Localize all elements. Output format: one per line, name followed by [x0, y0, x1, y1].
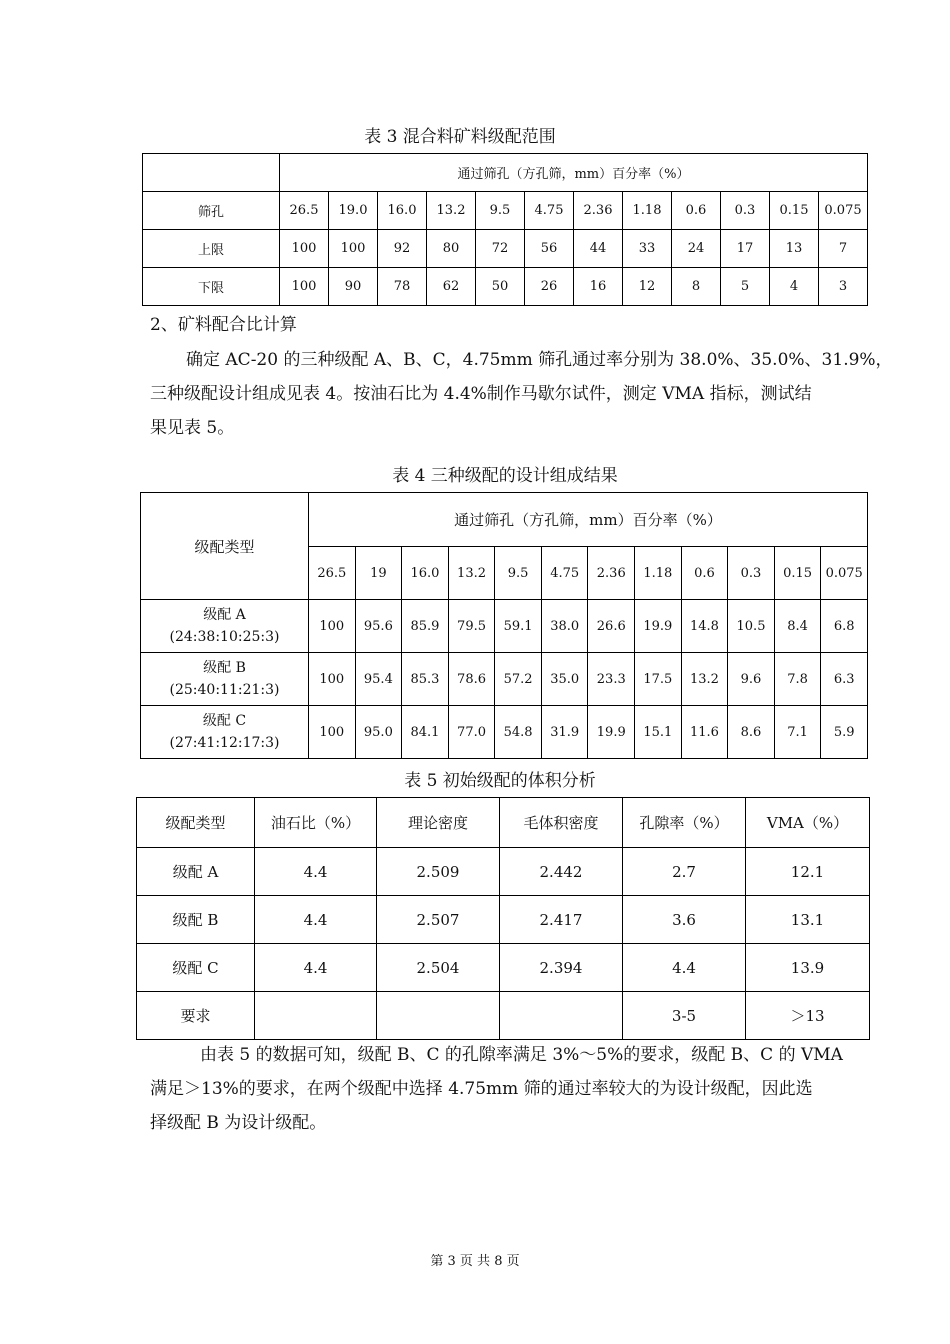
cell: 3-5: [623, 992, 746, 1040]
cell: 4.75: [525, 192, 574, 230]
sieve-cell: 9.5: [495, 547, 542, 600]
cell: 44: [574, 230, 623, 268]
cell: 5.9: [821, 706, 868, 759]
table-row: [137, 944, 870, 992]
cell: 17: [721, 230, 770, 268]
cell: 26.5: [280, 192, 329, 230]
cell: 100: [280, 230, 329, 268]
cell: 19.9: [588, 706, 635, 759]
cell: 12: [623, 268, 672, 306]
cell: [500, 992, 623, 1040]
column-header: VMA（%）: [746, 798, 870, 848]
gradation-ratio: (24:38:10:25:3): [169, 629, 280, 645]
type-label: 级配类型: [141, 493, 309, 600]
cell: 59.1: [495, 600, 542, 653]
cell: 78: [378, 268, 427, 306]
table3: [142, 153, 868, 306]
cell: 1.18: [623, 192, 672, 230]
cell: 100: [280, 268, 329, 306]
cell: 19.0: [329, 192, 378, 230]
cell: 2.504: [377, 944, 500, 992]
column-header: 孔隙率（%）: [623, 798, 746, 848]
cell: 19.9: [635, 600, 682, 653]
cell: 级配 C: [137, 944, 255, 992]
gradation-label: [141, 653, 309, 706]
table-row: [137, 848, 870, 896]
cell: 23.3: [588, 653, 635, 706]
cell: 16: [574, 268, 623, 306]
cell: 2.36: [574, 192, 623, 230]
cell: 77.0: [448, 706, 495, 759]
cell: 4.4: [255, 896, 377, 944]
cell: 16.0: [378, 192, 427, 230]
cell: 8.6: [728, 706, 775, 759]
cell: 54.8: [495, 706, 542, 759]
cell: 7.1: [774, 706, 821, 759]
cell: 0.3: [721, 192, 770, 230]
row-label: 下限: [143, 268, 280, 306]
gradation-ratio: (25:40:11:21:3): [169, 682, 280, 698]
column-header: 毛体积密度: [500, 798, 623, 848]
cell: 33: [623, 230, 672, 268]
cell: 24: [672, 230, 721, 268]
table3-header: 通过筛孔（方孔筛，mm）百分率（%）: [280, 154, 868, 192]
cell: 92: [378, 230, 427, 268]
sieve-cell: 0.075: [821, 547, 868, 600]
table5-caption: 表 5 初始级配的体积分析: [404, 771, 596, 791]
cell: [377, 992, 500, 1040]
cell: 72: [476, 230, 525, 268]
section-heading: 2、矿料配合比计算: [150, 315, 297, 335]
cell: 5: [721, 268, 770, 306]
cell: 0.6: [672, 192, 721, 230]
table-row: [143, 192, 868, 230]
cell: 13: [770, 230, 819, 268]
gradation-name: 级配 B: [203, 660, 246, 676]
cell: 85.9: [402, 600, 449, 653]
cell: [255, 992, 377, 1040]
paragraph-line: 果见表 5。: [150, 418, 235, 438]
cell: 级配 A: [137, 848, 255, 896]
cell: 26: [525, 268, 574, 306]
cell: 100: [309, 706, 356, 759]
cell: 26.6: [588, 600, 635, 653]
sieve-cell: 16.0: [402, 547, 449, 600]
table4: [140, 492, 868, 759]
cell: 2.417: [500, 896, 623, 944]
sieve-cell: 2.36: [588, 547, 635, 600]
cell: 15.1: [635, 706, 682, 759]
paragraph-line: 由表 5 的数据可知，级配 B、C 的孔隙率满足 3%～5%的要求，级配 B、C 的 VMA: [200, 1045, 843, 1065]
cell: 4: [770, 268, 819, 306]
paragraph-2: [150, 1038, 865, 1140]
cell: 7.8: [774, 653, 821, 706]
table-row: [143, 268, 868, 306]
cell: 13.2: [427, 192, 476, 230]
cell: 95.4: [355, 653, 402, 706]
cell: 38.0: [541, 600, 588, 653]
column-header: 油石比（%）: [255, 798, 377, 848]
cell: 31.9: [541, 706, 588, 759]
cell: 13.9: [746, 944, 870, 992]
gradation-ratio: (27:41:12:17:3): [169, 735, 280, 751]
cell: 100: [309, 600, 356, 653]
column-header: 理论密度: [377, 798, 500, 848]
cell: 9.6: [728, 653, 775, 706]
cell: 84.1: [402, 706, 449, 759]
gradation-name: 级配 C: [202, 713, 247, 729]
cell: 14.8: [681, 600, 728, 653]
cell: 3.6: [623, 896, 746, 944]
cell: 6.8: [821, 600, 868, 653]
cell: 0.15: [770, 192, 819, 230]
cell: 90: [329, 268, 378, 306]
cell: 2.7: [623, 848, 746, 896]
table3-corner: [143, 154, 280, 192]
sieve-cell: 13.2: [448, 547, 495, 600]
paragraph-line: 择级配 B 为设计级配。: [150, 1113, 327, 1133]
cell: 80: [427, 230, 476, 268]
cell: 9.5: [476, 192, 525, 230]
sieve-cell: 0.15: [774, 547, 821, 600]
cell: 7: [819, 230, 868, 268]
cell: 8.4: [774, 600, 821, 653]
sieve-cell: 26.5: [309, 547, 356, 600]
cell: 4.4: [255, 944, 377, 992]
sieve-cell: 19: [355, 547, 402, 600]
cell: 50: [476, 268, 525, 306]
row-label: 筛孔: [143, 192, 280, 230]
cell: 2.507: [377, 896, 500, 944]
cell: 17.5: [635, 653, 682, 706]
cell: 78.6: [448, 653, 495, 706]
table4-header: 通过筛孔（方孔筛，mm）百分率（%）: [309, 493, 868, 547]
cell: 3: [819, 268, 868, 306]
table4-caption: 表 4 三种级配的设计组成结果: [392, 466, 618, 486]
cell: 13.2: [681, 653, 728, 706]
cell: 57.2: [495, 653, 542, 706]
column-header: 级配类型: [137, 798, 255, 848]
cell: 56: [525, 230, 574, 268]
sieve-cell: 0.6: [681, 547, 728, 600]
cell: 100: [329, 230, 378, 268]
table3-caption: 表 3 混合料矿料级配范围: [364, 127, 556, 147]
cell: 62: [427, 268, 476, 306]
cell: 95.0: [355, 706, 402, 759]
cell: 2.509: [377, 848, 500, 896]
cell: 0.075: [819, 192, 868, 230]
page-footer: 第 3 页 共 8 页: [430, 1254, 520, 1269]
table-row: [137, 992, 870, 1040]
sieve-cell: 1.18: [635, 547, 682, 600]
table-row: [143, 230, 868, 268]
gradation-label: [141, 706, 309, 759]
table5: [136, 797, 870, 1040]
cell: 12.1: [746, 848, 870, 896]
cell: 2.394: [500, 944, 623, 992]
table-row: [137, 896, 870, 944]
cell: 8: [672, 268, 721, 306]
cell: 级配 B: [137, 896, 255, 944]
cell: 79.5: [448, 600, 495, 653]
cell: 13.1: [746, 896, 870, 944]
cell: 85.3: [402, 653, 449, 706]
cell: 35.0: [541, 653, 588, 706]
paragraph-line: 确定 AC-20 的三种级配 A、B、C，4.75mm 筛孔通过率分别为 38.0%、35.0%、31.9%，: [186, 350, 893, 370]
cell: 95.6: [355, 600, 402, 653]
table-row: [141, 706, 868, 759]
cell: 100: [309, 653, 356, 706]
table-row: [141, 600, 868, 653]
paragraph-line: 满足＞13%的要求，在两个级配中选择 4.75mm 筛的通过率较大的为设计级配，因此选: [150, 1079, 813, 1099]
sieve-cell: 4.75: [541, 547, 588, 600]
gradation-name: 级配 A: [203, 607, 246, 623]
cell: ＞13: [746, 992, 870, 1040]
cell: 2.442: [500, 848, 623, 896]
gradation-label: [141, 600, 309, 653]
cell: 11.6: [681, 706, 728, 759]
paragraph-line: 三种级配设计组成见表 4。按油石比为 4.4%制作马歇尔试件，测定 VMA 指标，测试结: [150, 384, 812, 404]
table-row: [141, 653, 868, 706]
cell: 10.5: [728, 600, 775, 653]
sieve-cell: 0.3: [728, 547, 775, 600]
table-header-row: [137, 798, 870, 848]
row-label: 上限: [143, 230, 280, 268]
cell: 要求: [137, 992, 255, 1040]
paragraph-1: [150, 343, 893, 445]
cell: 4.4: [623, 944, 746, 992]
cell: 6.3: [821, 653, 868, 706]
cell: 4.4: [255, 848, 377, 896]
